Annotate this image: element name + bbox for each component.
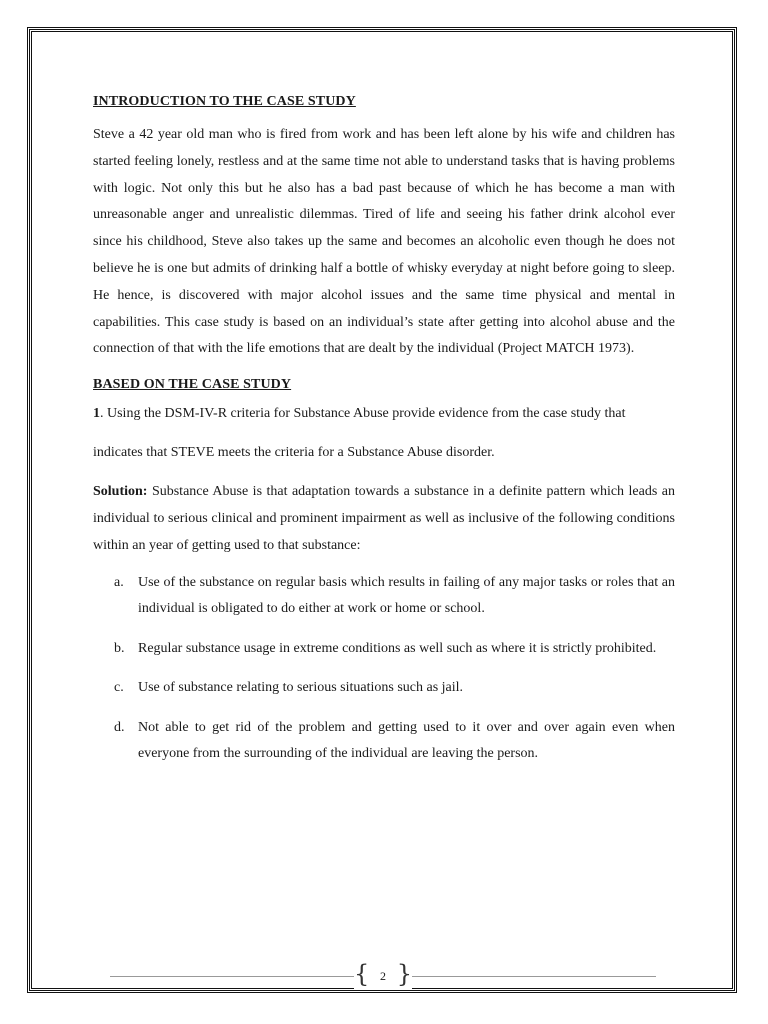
solution-text: Substance Abuse is that adaptation towards a substance in a definite pattern which leads an individual to serious clinical and prominent impairment as well as inclusive of the following conditions within an year of getting used to that substance: [93, 484, 675, 553]
list-marker: c. [114, 680, 124, 696]
question-text-line2: indicates that STEVE meets the criteria for a Substance Abuse disorder. [93, 445, 495, 461]
intro-heading: INTRODUCTION TO THE CASE STUDY [93, 94, 356, 109]
solution-label: Solution: [93, 484, 148, 500]
list-item [93, 636, 675, 663]
list-item [93, 715, 675, 768]
document-body [93, 94, 675, 781]
page-number-box [354, 960, 412, 989]
left-brace-icon: { [354, 960, 370, 988]
based-heading: BASED ON THE CASE STUDY [93, 377, 292, 393]
question-number: 1 [93, 406, 100, 422]
list-item-text: Use of substance relating to serious situations such as jail. [138, 680, 464, 696]
page-footer [110, 960, 656, 989]
list-item-text: Not able to get rid of the problem and getting used to it over and over again even when everyone from the surrounding of the individual are leaving the person. [138, 719, 675, 762]
question-1 [93, 404, 675, 424]
criteria-list [93, 570, 675, 768]
list-item-text: Use of the substance on regular basis which results in failing of any major tasks or roles that an individual is obligated to do either at work or home or school. [138, 574, 675, 617]
page-number: 2 [380, 969, 386, 983]
intro-paragraph: Steve a 42 year old man who is fired from work and has been left alone by his wife and children has started feeling lonely, restless and at the same time not able to understand tasks that is having problems with logic. Not only this but he also has a bad past because of which he has become a man with unreasonable anger and unrealistic dilemmas. Tired of life and seeing his father drink alcohol ever since his childhood, Steve also takes up the same and becomes an alcoholic even though he does not believe he is one but admits of drinking half a bottle of whisky everyday at night before going to sleep. He hence, is discovered with major alcohol issues and the same time physical and mental in capabilities. This case study is based on an individual’s state after getting into alcohol abuse and the connection of that with the life emotions that are dealt by the individual (Project MATCH 1973). [93, 127, 675, 357]
list-item [93, 570, 675, 623]
list-item [93, 675, 675, 702]
list-marker: b. [114, 640, 125, 656]
right-brace-icon: } [396, 960, 412, 988]
list-item-text: Regular substance usage in extreme conditions as well such as where it is strictly prohibited. [138, 640, 657, 656]
list-marker: d. [114, 719, 125, 735]
list-marker: a. [114, 574, 124, 590]
question-text-line1: . Using the DSM-IV-R criteria for Substance Abuse provide evidence from the case study that [100, 406, 626, 422]
solution-paragraph [93, 479, 675, 559]
